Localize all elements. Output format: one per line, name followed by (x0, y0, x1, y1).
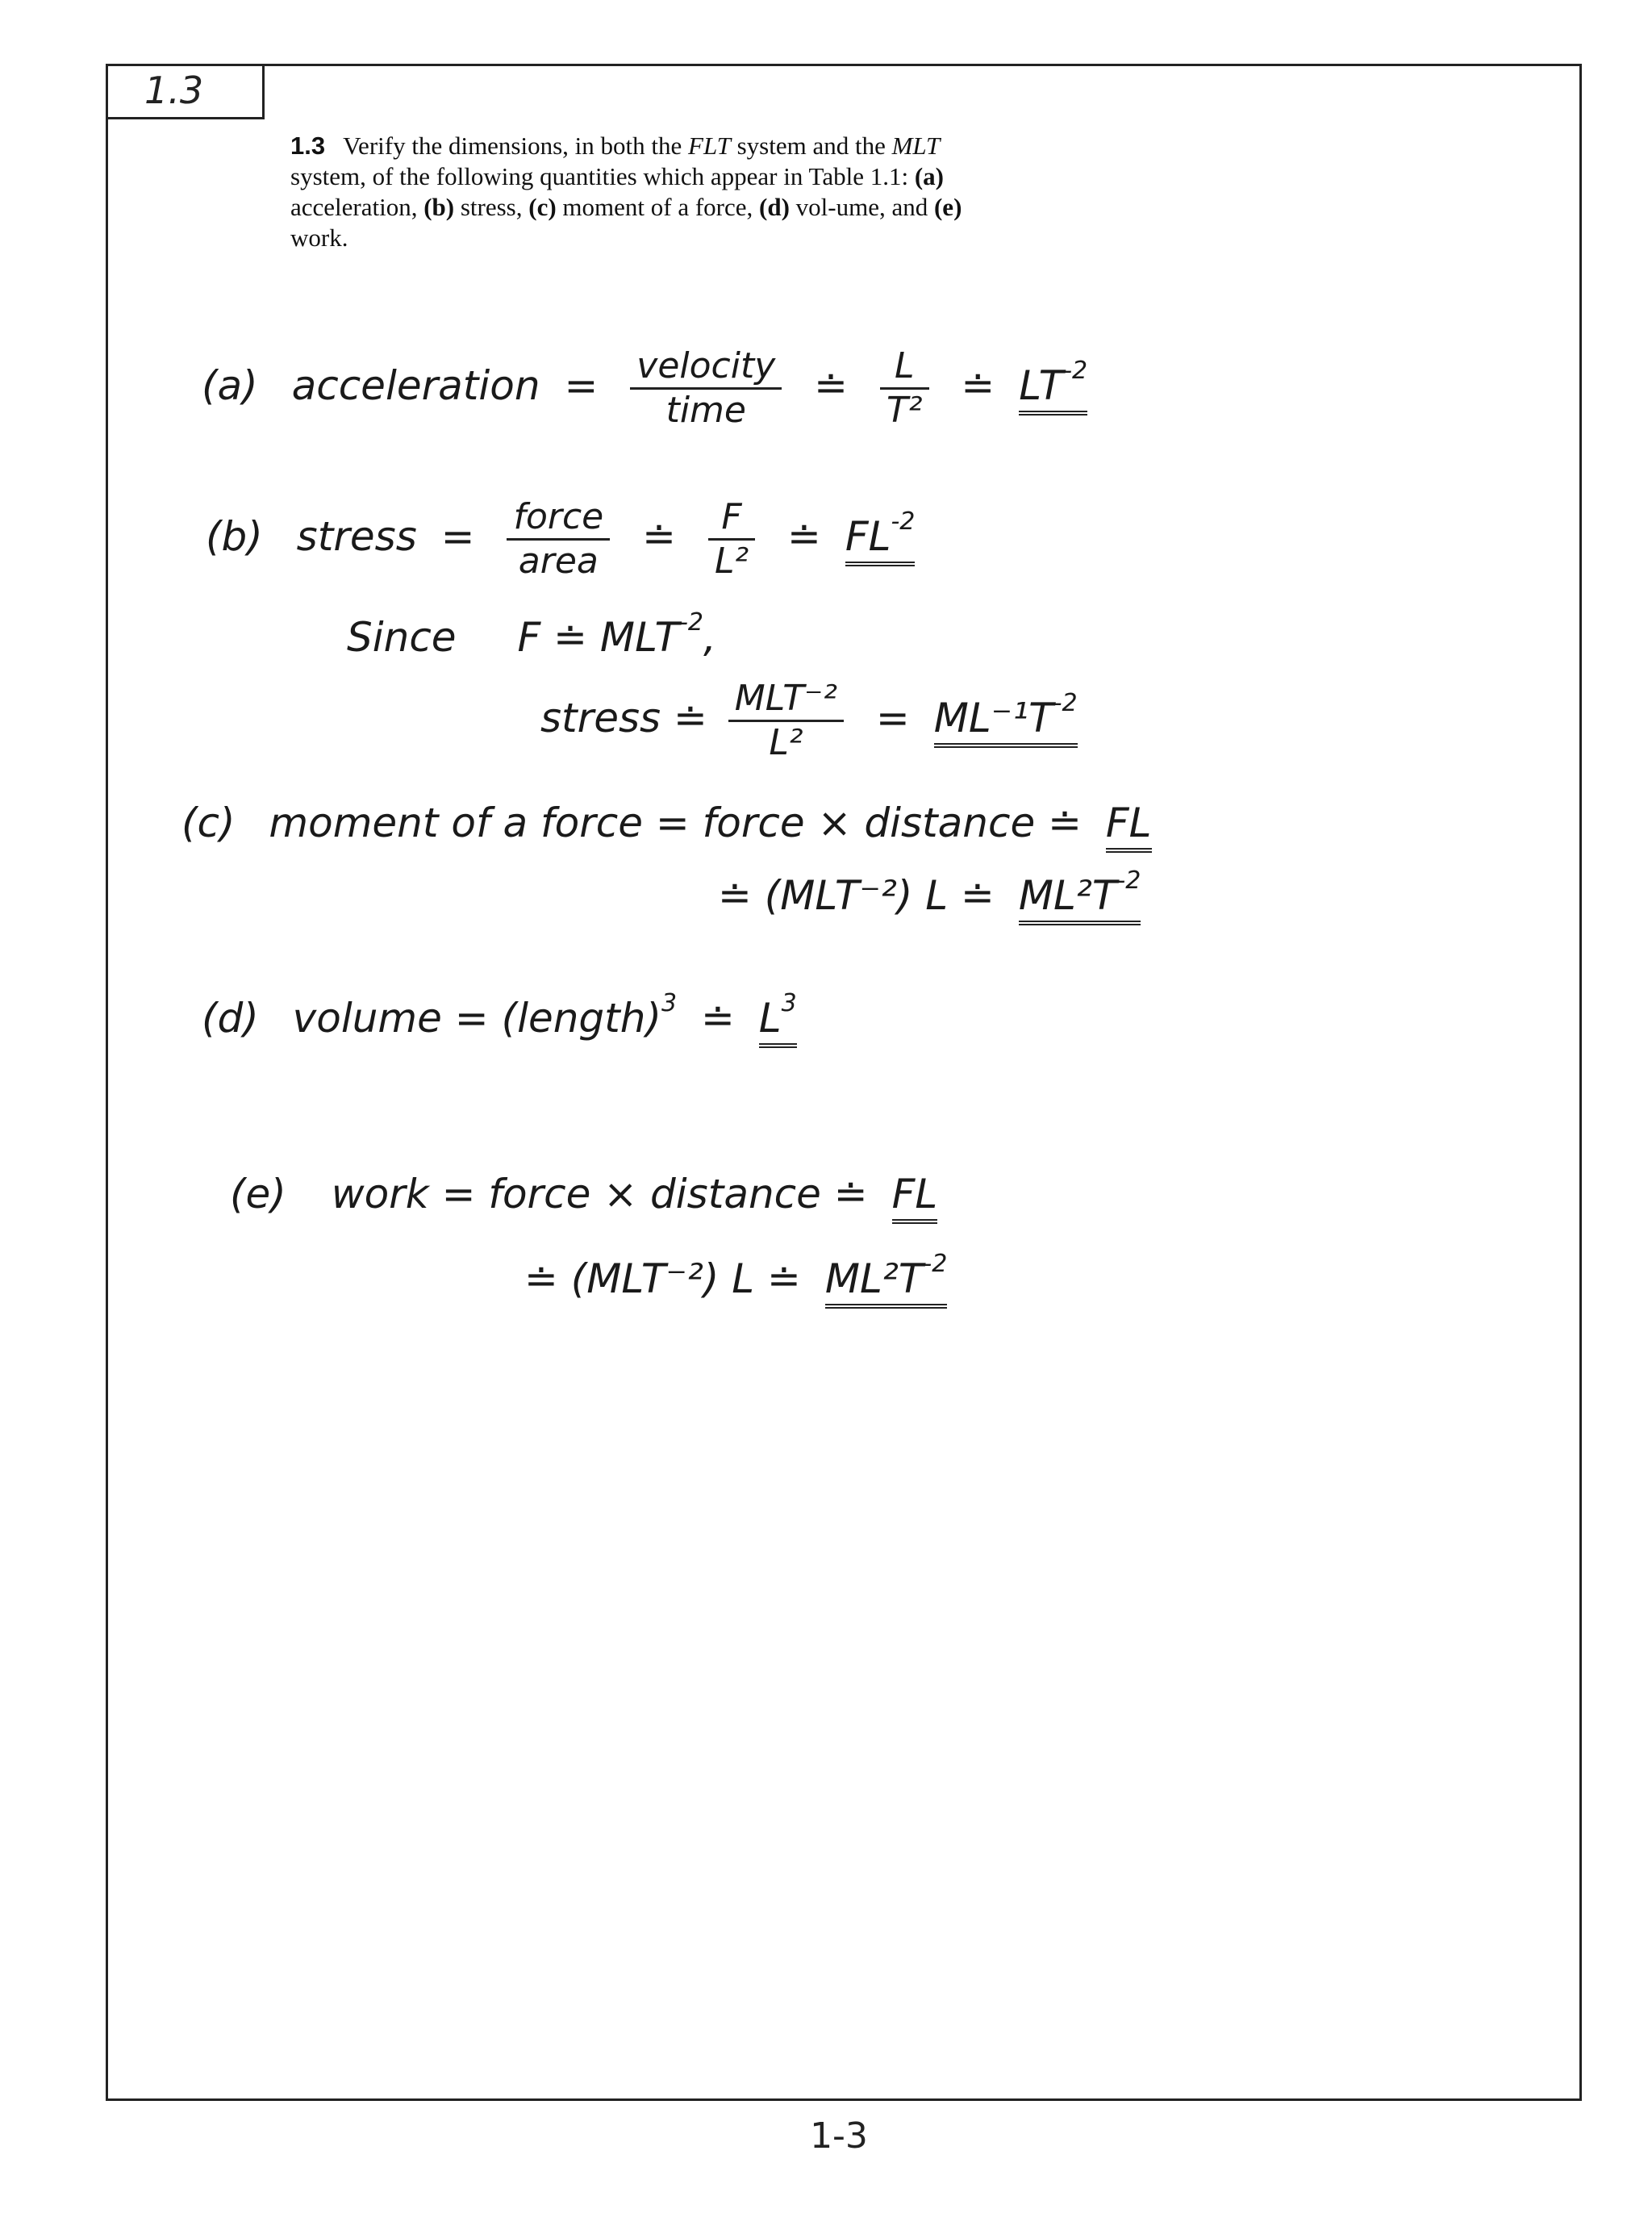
volume-expression: volume = (length) (292, 995, 661, 1042)
answer-c-mlt-base: ML²T (1018, 872, 1117, 919)
fraction-f-l2 (708, 496, 755, 583)
solution-c (181, 799, 1163, 847)
dim-equals-sign: ≐ (787, 513, 821, 560)
moment-mlt-expression: ≐ (MLT⁻²) L ≐ (718, 872, 995, 919)
problem-number: 1.3 (290, 132, 326, 160)
fraction-force-area (507, 496, 610, 583)
since-word: Since (347, 614, 457, 661)
volume-exp: 3 (661, 989, 678, 1017)
part-b-text: stress, (454, 193, 529, 221)
solution-e-mlt (524, 1250, 958, 1303)
answer-d-exp: 3 (781, 989, 797, 1017)
answer-a-exp: -2 (1063, 357, 1088, 385)
answer-e-mlt (824, 1250, 948, 1309)
problem-text-2: system and the (730, 132, 892, 160)
problem-number-label: 1.3 (144, 69, 204, 112)
problem-number-tab (106, 64, 265, 119)
answer-d-base: L (758, 995, 782, 1042)
denominator: L² (714, 541, 749, 582)
answer-b-mlt-exp: -2 (1053, 689, 1078, 717)
moment-expression: moment of a force = force × distance ≐ (269, 800, 1083, 846)
answer-a-base: LT (1019, 362, 1064, 409)
answer-e-mlt-base: ML²T (824, 1255, 924, 1302)
solution-a (202, 345, 1087, 432)
fraction-l-t2 (880, 345, 929, 432)
dim-equals-sign: ≐ (700, 995, 735, 1042)
numerator: F (708, 496, 755, 541)
stress-mlt-lhs: stress ≐ (540, 695, 707, 741)
answer-b (845, 507, 916, 566)
numerator: force (507, 496, 610, 541)
dim-equals-sign: ≐ (961, 362, 995, 409)
equals-sign: = (564, 362, 599, 409)
stress-term: stress (296, 513, 417, 560)
numerator: L (880, 345, 929, 390)
work-mlt-expression: ≐ (MLT⁻²) L ≐ (524, 1255, 801, 1302)
solution-e (230, 1170, 949, 1218)
numerator: velocity (630, 345, 782, 390)
problem-text-1: Verify the dimensions, in both the (343, 132, 689, 160)
solution-d (202, 989, 797, 1042)
answer-b-base: FL (845, 513, 891, 560)
answer-b-mlt (933, 689, 1078, 748)
work-expression: work = force × distance ≐ (331, 1171, 868, 1217)
denominator: L² (769, 722, 803, 763)
page-number: 1-3 (810, 2115, 868, 2157)
answer-e-flt: FL (892, 1171, 938, 1224)
numerator: MLT⁻² (728, 678, 844, 722)
part-c-text: moment of a force, (556, 193, 760, 221)
equals-sign: = (875, 695, 910, 741)
answer-b-exp: -2 (891, 507, 916, 536)
problem-text-3: system, of the following quantities which appear in Table 1.1: (290, 162, 915, 190)
answer-c-flt: FL (1106, 800, 1152, 853)
denominator: T² (886, 390, 923, 431)
part-e-ref: (e) (933, 193, 962, 221)
stress-mlt-line (540, 678, 1078, 764)
part-c-label: (c) (181, 800, 236, 846)
answer-d (758, 989, 797, 1048)
part-d-label: (d) (202, 995, 259, 1042)
comma: , (703, 614, 716, 661)
part-b-label: (b) (206, 513, 263, 560)
solution-c-mlt (718, 867, 1152, 920)
mlt-term: MLT (891, 132, 941, 160)
part-a-label: (a) (202, 362, 258, 409)
since-line (347, 608, 716, 662)
problem-statement (290, 131, 1016, 253)
answer-c-mlt-exp: -2 (1116, 867, 1141, 895)
answer-c-mlt (1018, 867, 1141, 925)
force-relation: F ≐ MLT (517, 614, 680, 661)
force-relation-exp: -2 (679, 608, 703, 637)
part-d-text: vol-ume, and (789, 193, 934, 221)
dim-equals-sign: ≐ (814, 362, 849, 409)
dim-equals-sign: ≐ (642, 513, 677, 560)
part-b-ref: (b) (423, 193, 455, 221)
part-a-ref: (a) (914, 162, 944, 190)
equals-sign: = (440, 513, 475, 560)
part-d-ref: (d) (759, 193, 790, 221)
answer-e-mlt-exp: -2 (923, 1250, 948, 1278)
denominator: time (665, 390, 746, 431)
fraction-velocity-time (630, 345, 782, 432)
answer-b-mlt-base: ML⁻¹T (933, 695, 1053, 741)
fraction-mlt-l2 (728, 678, 844, 764)
part-c-ref: (c) (528, 193, 557, 221)
part-e-label: (e) (230, 1171, 286, 1217)
denominator: area (518, 541, 599, 582)
answer-a (1019, 357, 1088, 416)
acceleration-term: acceleration (291, 362, 540, 409)
flt-term: FLT (688, 132, 731, 160)
part-e-text: work. (290, 223, 348, 252)
solution-b (206, 496, 915, 583)
part-a-text: acceleration, (290, 193, 424, 221)
